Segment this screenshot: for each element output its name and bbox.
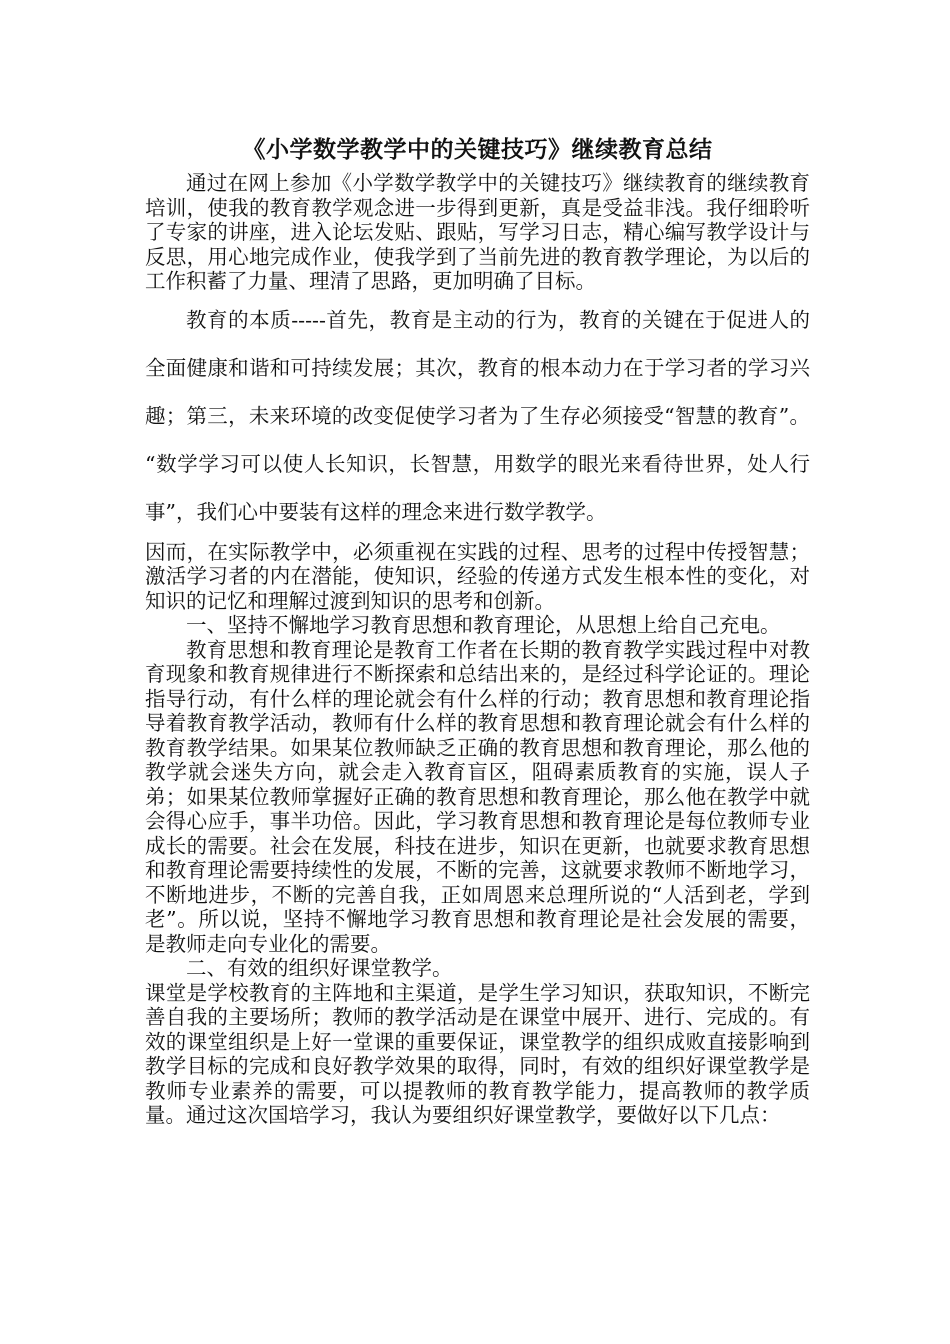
paragraph-classroom: 课堂是学校教育的主阵地和主渠道，是学生学习知识，获取知识，不断完善自我的主要场所；教师的教学活动是在课堂中展开、进行、完成的。有效的课堂组织是上好一堂课的重要保证，课堂教学的组织成败直接影响到教学目标的完成和良好教学效果的取得，同时，有效的组织好课堂教学是教师专业素养的需要，可以提教师的教育教学能力，提高教师的教学质量。通过这次国培学习，我认为要组织好课堂教学，要做好以下几点： (145, 980, 810, 1127)
paragraph-essence: 教育的本质-----首先，教育是主动的行为，教育的关键在于促进人的全面健康和谐和可持续发展；其次，教育的根本动力在于学习者的学习兴趣；第三，未来环境的改变促使学习者为了生存必须接受“智慧的教育”。 “数学学习可以使人长知识，长智慧，用数学的眼光来看待世界，处人行事”，我们心中要装有这样的理念来进行数学教学。 (145, 307, 810, 524)
paragraph-intro: 通过在网上参加《小学数学教学中的关键技巧》继续教育的继续教育培训，使我的教育教学观念进一步得到更新，真是受益非浅。我仔细聆听了专家的讲座，进入论坛发贴、跟贴，写学习日志，精心编写教学设计与反思，用心地完成作业，使我学到了当前先进的教育教学理论，为以后的工作积蓄了力量、理清了思路，更加明确了目标。 (145, 171, 810, 293)
paragraph-practice: 因而，在实际教学中，必须重视在实践的过程、思考的过程中传授智慧；激活学习者的内在潜能，使知识，经验的传递方式发生根本性的变化，对知识的记忆和理解过渡到知识的思考和创新。 (145, 539, 810, 613)
section-heading-1: 一、坚持不懈地学习教育思想和教育理论，从思想上给自己充电。 (186, 613, 781, 637)
document-title: 《小学数学教学中的关键技巧》继续教育总结 (242, 137, 713, 163)
paragraph-theory: 教育思想和教育理论是教育工作者在长期的教育教学实践过程中对教育现象和教育规律进行不断探索和总结出来的，是经过科学论证的。理论指导行动，有什么样的理论就会有什么样的行动；教育思想和教育理论指导着教育教学活动，教师有什么样的教育思想和教育理论就会有什么样的教育教学结果。如果某位教师缺乏正确的教育思想和教育理论，那么他的教学就会迷失方向，就会走入教育盲区，阻碍素质教育的实施，误人子弟；如果某位教师掌握好正确的教育思想和教育理论，那么他在教学中就会得心应手，事半功倍。因此，学习教育思想和教育理论是每位教师专业成长的需要。社会在发展，科技在进步，知识在更新，也就要求教育思想和教育理论需要持续性的发展，不断的完善，这就要求教师不断地学习，不断地进步，不断的完善自我，正如周恩来总理所说的“人活到老，学到老”。所以说，坚持不懈地学习教育思想和教育理论是社会发展的需要，是教师走向专业化的需要。 (145, 637, 810, 956)
document-page (145, 133, 810, 1128)
section-heading-2: 二、有效的组织好课堂教学。 (186, 956, 453, 980)
